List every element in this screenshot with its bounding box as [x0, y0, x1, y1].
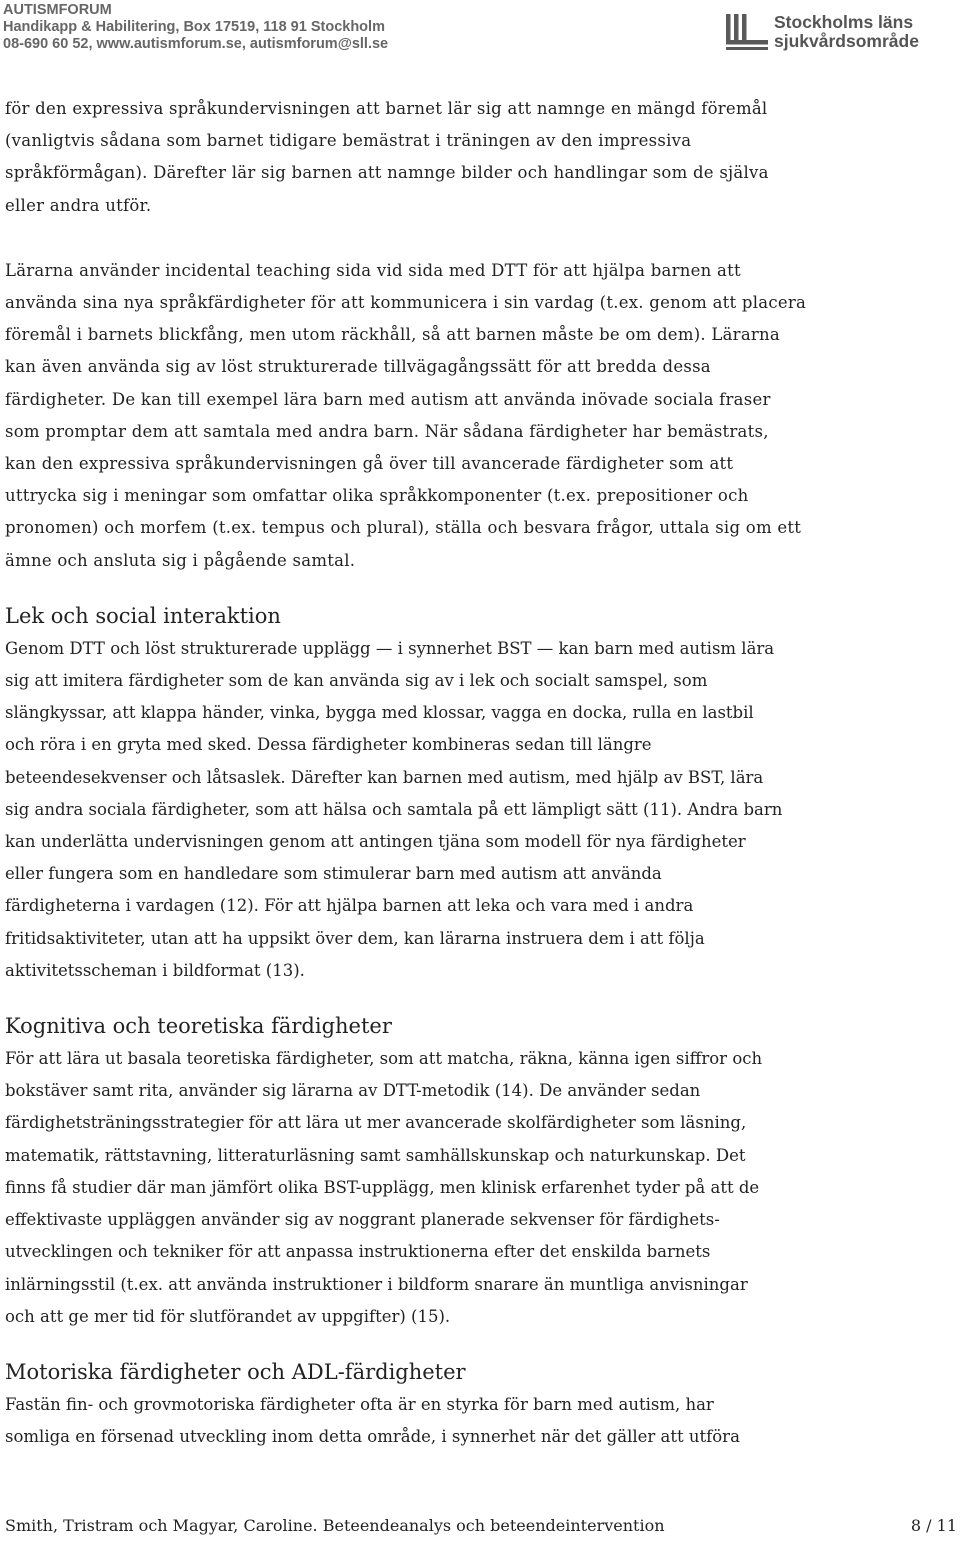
text-line: färdighetsträningsstrategier för att lära ut mer avancerade skolfärdigheter som läsning,: [5, 1113, 747, 1133]
text-line: Lärarna använder incidental teaching sida vid sida med DTT för att hjälpa barnen att: [5, 260, 741, 280]
text-line: som promptar dem att samtala med andra barn. När sådana färdigheter har bemästrats,: [5, 421, 769, 441]
text-line: för den expressiva språkundervisningen att barnet lär sig att namnge en mängd föremål: [5, 99, 768, 118]
text-line: (vanligtvis sådana som barnet tidigare bemästrat i träningen av den impressiva: [5, 131, 692, 151]
header-address: Handikapp & Habilitering, Box 17519, 118 91 Stockholm: [3, 19, 385, 35]
text-line: Genom DTT och löst strukturerade upplägg — i synnerhet BST — kan barn med autism lära: [5, 638, 775, 658]
text-line: kan underlätta undervisningen genom att antingen tjäna som modell för nya färdigheter: [5, 832, 746, 852]
text-line: pronomen) och morfem (t.ex. tempus och plural), ställa och besvara frågor, uttala sig om ett: [5, 518, 802, 538]
page-header: [0, 0, 960, 62]
logo-wordmark: [774, 13, 919, 51]
stockholm-county-logo-icon: [724, 12, 770, 52]
section-cognitive: [5, 1009, 945, 1333]
text-line: inlärningsstil (t.ex. att använda instruktioner i bildform snarare än muntliga anvisningar: [5, 1274, 748, 1294]
section-play-social: [5, 599, 945, 987]
text-line: Fastän fin- och grovmotoriska färdigheter ofta är en styrka för barn med autism, har: [5, 1394, 714, 1414]
text-line: språkförmågan). Därefter lär sig barnen att namnge bilder och handlingar som de själva: [5, 163, 769, 183]
header-contact: 08-690 60 52, www.autismforum.se, autismforum@sll.se: [3, 36, 389, 52]
text-line: effektivaste uppläggen använder sig av noggrant planerade sekvenser för färdighets-: [5, 1210, 720, 1230]
page-number: 8 / 11: [910, 1516, 957, 1535]
text-line: somliga en försenad utveckling inom detta område, i synnerhet när det gäller att utföra: [5, 1427, 740, 1447]
text-line: slängkyssar, att klappa händer, vinka, bygga med klossar, vagga en docka, rulla en lastbil: [5, 703, 754, 723]
text-line: beteendesekvenser och låtsaslek. Därefter kan barnen med autism, med hjälp av BST, lära: [5, 767, 764, 787]
text-line: För att lära ut basala teoretiska färdigheter, som att matcha, räkna, känna igen siffror och: [5, 1049, 763, 1069]
page-footer: [5, 1514, 957, 1538]
text-line: och röra i en gryta med sked. Dessa färdigheter kombineras sedan till längre: [5, 735, 652, 755]
text-line: färdigheter. De kan till exempel lära barn med autism att använda inövade sociala fraser: [5, 389, 771, 409]
text-line: ämne och ansluta sig i pågående samtal.: [5, 550, 356, 570]
section-motor-adl: [5, 1355, 945, 1453]
text-line: sig att imitera färdigheter som de kan använda sig av i lek och socialt samspel, som: [5, 671, 708, 691]
logo-line-1: Stockholms läns: [774, 12, 914, 32]
header-contact-block: [3, 2, 388, 53]
document-body: [5, 93, 945, 1453]
text-line: sig andra sociala färdigheter, som att hälsa och samtala på ett lämpligt sätt (11). Andra barn: [5, 799, 783, 819]
text-line: föremål i barnets blickfång, men utom räckhåll, så att barnen måste be om dem). Lärarna: [5, 325, 781, 345]
section-heading: Motoriska färdigheter och ADL-färdigheter: [5, 1359, 466, 1384]
section-heading: Lek och social interaktion: [5, 603, 281, 628]
section-heading: Kognitiva och teoretiska färdigheter: [5, 1014, 392, 1039]
header-org-name: AUTISMFORUM: [3, 2, 112, 18]
text-line: fritidsaktiviteter, utan att ha uppsikt över dem, kan lärarna instruera dem i att följa: [5, 928, 705, 948]
text-line: bokstäver samt rita, använder sig lärarna av DTT-metodik (14). De använder sedan: [5, 1081, 701, 1101]
section-continuation: [5, 93, 945, 577]
text-line: och att ge mer tid för slutförandet av uppgifter) (15).: [5, 1306, 451, 1326]
text-line: eller andra utför.: [5, 195, 152, 215]
text-line: matematik, rättstavning, litteraturläsning samt samhällskunskap och naturkunskap. Det: [5, 1145, 746, 1165]
text-line: uttrycka sig i meningar som omfattar olika språkkomponenter (t.ex. prepositioner och: [5, 486, 749, 506]
text-line: använda sina nya språkfärdigheter för att kommunicera i sin vardag (t.ex. genom att placera: [5, 293, 807, 313]
text-line: kan även använda sig av löst strukturerade tillvägagångssätt för att bredda dessa: [5, 357, 711, 377]
logo-line-2: sjukvårdsområde: [774, 31, 919, 51]
text-line: kan den expressiva språkundervisningen gå över till avancerade färdigheter som att: [5, 454, 734, 474]
text-line: färdigheterna i vardagen (12). För att hjälpa barnen att leka och vara med i andra: [5, 896, 694, 916]
stockholm-county-logo: [724, 12, 934, 54]
text-line: aktivitetsscheman i bildformat (13).: [5, 960, 305, 980]
text-line: finns få studier där man jämfört olika BST-upplägg, men klinisk erfarenhet tyder på att de: [5, 1177, 760, 1197]
text-line: eller fungera som en handledare som stimulerar barn med autism att använda: [5, 864, 662, 884]
footer-citation: Smith, Tristram och Magyar, Caroline. Beteendeanalys och beteendeintervention: [5, 1516, 665, 1535]
text-line: utvecklingen och tekniker för att anpassa instruktionerna efter det enskilda barnets: [5, 1242, 711, 1262]
